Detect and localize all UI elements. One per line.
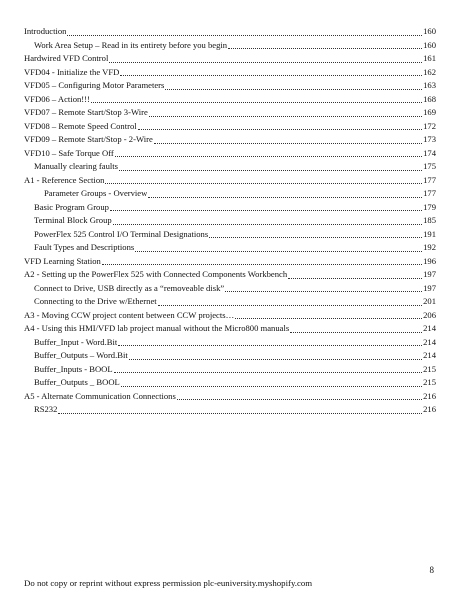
toc-entry-page: 201	[423, 296, 436, 306]
toc-entry-page: 161	[423, 53, 436, 63]
toc-dot-leader	[121, 386, 422, 387]
toc-entry-page: 215	[423, 363, 436, 374]
toc-entry[interactable]	[24, 25, 436, 39]
toc-entry-title: VFD08 – Remote Speed Control	[24, 120, 137, 131]
toc-entry[interactable]	[24, 147, 436, 161]
toc-entry[interactable]	[24, 282, 436, 296]
toc-entry-page: 168	[423, 93, 436, 104]
toc-entry-title: A4 - Using this HMI/VFD lab project manual without the Micro800 manuals	[24, 323, 290, 333]
toc-dot-leader	[58, 413, 422, 414]
toc-entry-title: VFD04 - Initialize the VFD	[24, 66, 120, 77]
toc-entry[interactable]	[24, 160, 436, 174]
toc-entry-page: 174	[423, 147, 436, 158]
toc-entry-title: Buffer_Outputs – Word.Bit	[34, 350, 128, 360]
toc-entry-page: 191	[423, 228, 436, 239]
toc-entry[interactable]	[24, 120, 436, 134]
toc-entry[interactable]	[24, 322, 436, 336]
toc-entry[interactable]	[24, 295, 436, 309]
toc-entry-page: 173	[423, 134, 436, 144]
toc-entry-title: Manually clearing faults	[34, 161, 118, 171]
toc-dot-leader	[114, 372, 423, 373]
toc-dot-leader	[118, 345, 422, 346]
toc-entry-title: Basic Program Group	[34, 201, 109, 212]
toc-entry-page: 216	[423, 404, 436, 414]
toc-entry[interactable]	[24, 214, 436, 228]
toc-entry[interactable]	[24, 241, 436, 255]
toc-entry-page: 163	[423, 80, 436, 90]
toc-dot-leader	[67, 35, 422, 36]
toc-entry-title: Connecting to the Drive w/Ethernet	[34, 296, 157, 306]
toc-dot-leader	[102, 264, 422, 265]
toc-entry-title: Parameter Groups - Overview	[44, 188, 148, 198]
toc-dot-leader	[115, 156, 422, 157]
toc-entry[interactable]	[24, 349, 436, 363]
toc-entry-title: Buffer_Inputs - BOOL	[34, 363, 113, 374]
toc-entry-title: Connect to Drive, USB directly as a “removeable disk”	[34, 282, 225, 293]
toc-entry-title: A3 - Moving CCW project content between CCW projects…	[24, 309, 235, 320]
toc-entry[interactable]	[24, 106, 436, 120]
toc-entry-title: VFD06 – Action!!!	[24, 93, 90, 104]
toc-dot-leader	[148, 197, 422, 198]
toc-dot-leader	[120, 75, 422, 76]
toc-entry-title: Fault Types and Descriptions	[34, 242, 135, 252]
toc-entry[interactable]	[24, 255, 436, 269]
page-number: 8	[429, 565, 434, 575]
toc-dot-leader	[209, 237, 422, 238]
toc-dot-leader	[138, 129, 422, 130]
toc-entry[interactable]	[24, 268, 436, 282]
toc-dot-leader	[119, 170, 422, 171]
toc-dot-leader	[149, 116, 422, 117]
toc-dot-leader	[177, 399, 422, 400]
toc-dot-leader	[154, 143, 422, 144]
toc-entry-page: 214	[423, 336, 436, 347]
toc-dot-leader	[288, 278, 422, 279]
toc-entry-page: 196	[423, 255, 436, 266]
toc-entry-title: Terminal Block Group	[34, 215, 112, 225]
footer-notice: Do not copy or reprint without express permission plc-euniversity.myshopify.com	[24, 578, 313, 588]
toc-entry[interactable]	[24, 133, 436, 147]
toc-entry-page: 179	[423, 201, 436, 212]
toc-entry[interactable]	[24, 174, 436, 188]
toc-entry[interactable]	[24, 228, 436, 242]
toc-dot-leader	[235, 318, 422, 319]
toc-entry-title: Buffer_Input - Word.Bit	[34, 336, 118, 347]
toc-entry-title: A2 - Setting up the PowerFlex 525 with Connected Components Workbench	[24, 269, 288, 279]
table-of-contents	[24, 25, 436, 417]
toc-entry[interactable]	[24, 187, 436, 201]
toc-dot-leader	[113, 224, 422, 225]
toc-entry-page: 175	[423, 161, 436, 171]
toc-entry-page: 169	[423, 107, 436, 117]
toc-entry-page: 197	[423, 269, 436, 279]
toc-entry-title: Work Area Setup – Read in its entirety before you begin	[34, 39, 228, 50]
toc-entry[interactable]	[24, 52, 436, 66]
toc-dot-leader	[165, 89, 422, 90]
toc-dot-leader	[129, 359, 422, 360]
toc-entry[interactable]	[24, 93, 436, 107]
toc-dot-leader	[158, 305, 422, 306]
toc-entry-page: 185	[423, 215, 436, 225]
toc-entry[interactable]	[24, 66, 436, 80]
toc-dot-leader	[105, 183, 422, 184]
toc-entry-title: RS232	[34, 404, 58, 414]
toc-dot-leader	[228, 48, 422, 49]
toc-entry-page: 214	[423, 323, 436, 333]
toc-entry-title: Introduction	[24, 26, 67, 36]
toc-entry[interactable]	[24, 336, 436, 350]
toc-entry-page: 172	[423, 120, 436, 131]
toc-entry[interactable]	[24, 376, 436, 390]
toc-entry-title: VFD07 – Remote Start/Stop 3-Wire	[24, 107, 148, 117]
toc-entry-page: 177	[423, 174, 436, 185]
toc-entry[interactable]	[24, 309, 436, 323]
toc-entry-title: VFD05 – Configuring Motor Parameters	[24, 80, 165, 90]
toc-entry[interactable]	[24, 363, 436, 377]
toc-dot-leader	[225, 291, 422, 292]
toc-entry-page: 162	[423, 66, 436, 77]
toc-entry[interactable]	[24, 39, 436, 53]
toc-dot-leader	[290, 332, 422, 333]
toc-dot-leader	[91, 102, 422, 103]
toc-entry-title: VFD09 – Remote Start/Stop - 2-Wire	[24, 134, 153, 144]
toc-dot-leader	[109, 62, 422, 63]
toc-entry-title: VFD10 – Safe Torque Off	[24, 147, 114, 158]
toc-entry-title: Hardwired VFD Control	[24, 53, 109, 63]
toc-dot-leader	[110, 210, 422, 211]
toc-entry-title: A1 - Reference Section	[24, 174, 105, 185]
toc-entry-page: 160	[423, 26, 436, 36]
toc-entry-title: A5 - Alternate Communication Connections	[24, 390, 176, 401]
toc-entry-page: 197	[423, 282, 436, 293]
toc-entry-page: 216	[423, 390, 436, 401]
toc-entry-page: 177	[423, 188, 436, 198]
toc-entry-page: 214	[423, 350, 436, 360]
toc-entry-page: 192	[423, 242, 436, 252]
toc-entry-page: 206	[423, 309, 436, 320]
toc-entry[interactable]	[24, 403, 436, 417]
toc-entry[interactable]	[24, 201, 436, 215]
toc-dot-leader	[135, 251, 422, 252]
toc-entry-title: Buffer_Outputs _ BOOL	[34, 377, 120, 387]
toc-entry-page: 160	[423, 39, 436, 50]
toc-entry-title: PowerFlex 525 Control I/O Terminal Designations	[34, 228, 209, 239]
toc-entry-page: 215	[423, 377, 436, 387]
toc-entry[interactable]	[24, 390, 436, 404]
toc-entry-title: VFD Learning Station	[24, 255, 101, 266]
toc-entry[interactable]	[24, 79, 436, 93]
